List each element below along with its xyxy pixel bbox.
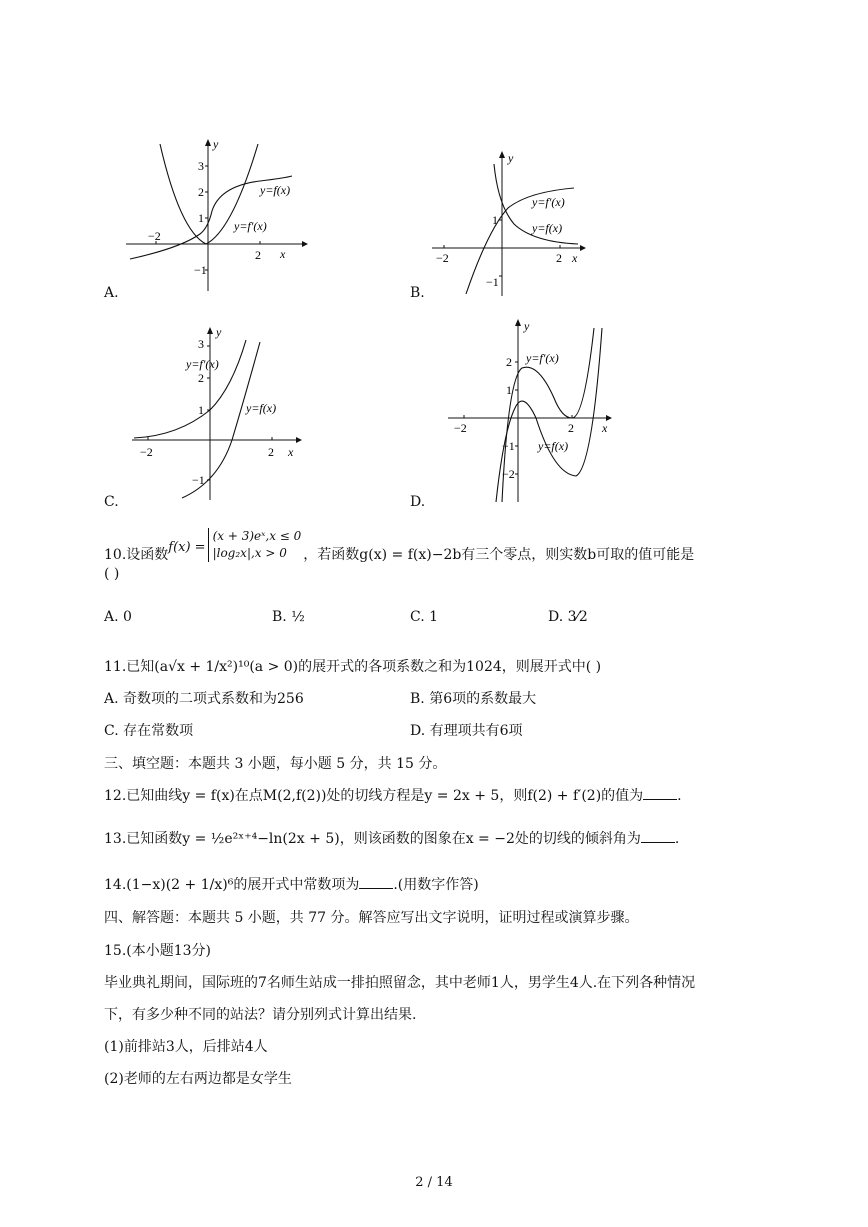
q12-text: 12.已知曲线y = f(x)在点M(2,f(2))处的切线方程是y = 2x + 5，则f(2) + f′(2)的值为 [104, 788, 644, 804]
tick-x-2: 2 [556, 251, 562, 265]
q13-text: 13.已知函数y = ½e²ˣ⁺⁴−ln(2x + 5)，则该函数的图象在x = −2处的切线的倾斜角为 [104, 831, 641, 847]
tick-y-neg1: −1 [502, 439, 515, 453]
q11-option-a: A. 奇数项的二项式系数和为256 [104, 691, 304, 707]
tick-y-2: 2 [198, 185, 204, 199]
q14-end: .(用数字作答) [393, 877, 479, 893]
curve-label-1: y=f′(x) [186, 357, 219, 371]
page-number: 2 / 14 [415, 1175, 453, 1190]
q11-option-c: C. 存在常数项 [104, 723, 194, 739]
tick-y-3: 3 [198, 337, 204, 351]
q10-option-c: C. 1 [410, 609, 439, 625]
axis-y-label: y [524, 319, 530, 333]
q13-stem [104, 828, 679, 848]
tick-x-neg2: −2 [454, 421, 467, 435]
option-a-graph: A. [104, 285, 119, 301]
graph-a [120, 136, 310, 296]
tick-x-neg2: −2 [140, 445, 153, 459]
tick-x-neg2: −2 [148, 229, 161, 243]
q12-end: . [677, 788, 682, 804]
tick-y-neg1: −1 [486, 275, 499, 289]
tick-y-1: 1 [198, 211, 204, 225]
axis-y-label: y [213, 137, 219, 151]
q10-case2: |log₂x|,x > 0 [212, 546, 287, 560]
q13-blank [641, 830, 675, 843]
q11-option-b: B. 第6项的系数最大 [410, 691, 537, 707]
tick-y-2: 2 [506, 355, 512, 369]
curve-label-2: y=f(x) [246, 401, 277, 415]
axis-x-label: x [280, 247, 286, 261]
q10-option-a: A. 0 [104, 609, 132, 625]
graph-b [428, 150, 588, 300]
q15-sub1: (1)前排站3人，后排站4人 [104, 1039, 268, 1055]
tick-y-1: 1 [492, 213, 498, 227]
q10-paren: ( ) [104, 566, 120, 582]
graph-c [128, 322, 308, 502]
option-b-graph: B. [410, 285, 425, 301]
q15-line1: 毕业典礼期间，国际班的7名师生站成一排拍照留念，其中老师1人，男学生4人.在下列各种情况 [104, 975, 696, 991]
axis-x-label: x [572, 251, 578, 265]
q14-text: 14.(1−x)(2 + 1/x)⁶的展开式中常数项为 [104, 877, 360, 893]
q13-end: . [674, 831, 680, 847]
q11-option-d: D. 有理项共有6项 [410, 723, 523, 739]
tick-x-2: 2 [255, 248, 261, 262]
tick-y-2: 2 [198, 371, 204, 385]
axis-y-label: y [508, 151, 514, 165]
tick-x-neg2: −2 [436, 251, 449, 265]
curve-label-2: y=f′(x) [234, 219, 267, 233]
q14-blank [359, 876, 393, 889]
tick-x-2: 2 [568, 421, 574, 435]
tick-y-neg2: −2 [502, 467, 515, 481]
q10-option-d: D. 3⁄2 [548, 609, 588, 625]
curve-label-1: y=f(x) [260, 183, 291, 197]
tick-y-1: 1 [198, 403, 204, 417]
tick-y-neg1: −1 [192, 473, 205, 487]
tick-y-3: 3 [198, 159, 204, 173]
graph-d [446, 318, 616, 504]
q14-stem [104, 874, 479, 894]
q15-sub2: (2)老师的左右两边都是女学生 [104, 1071, 292, 1087]
q11-stem: 11.已知(a√x + 1/x²)¹⁰(a > 0)的展开式的各项系数之和为1024，则展开式中( ) [104, 659, 602, 675]
q10-option-b: B. ½ [272, 609, 305, 625]
curve-label-1: y=f′(x) [532, 195, 565, 209]
tick-x-2: 2 [268, 445, 274, 459]
q10-middle: ，若函数g(x) = f(x)−2b有三个零点，则实数b可取的值可能是 [303, 547, 695, 563]
q15-header: 15.(本小题13分) [104, 943, 212, 959]
q12-blank [643, 787, 677, 800]
q10-prefix: 10.设函数 [104, 547, 169, 563]
q12-stem [104, 785, 682, 805]
axis-y-label: y [216, 325, 222, 339]
tick-y-neg1: −1 [194, 263, 207, 277]
curve-label-1: y=f′(x) [526, 351, 559, 365]
curve-label-2: y=f(x) [532, 221, 563, 235]
section-3-heading: 三、填空题：本题共 3 小题，每小题 5 分，共 15 分。 [104, 756, 447, 772]
axis-x-label: x [602, 421, 608, 435]
option-d-graph: D. [410, 494, 426, 510]
q10-stem [104, 529, 695, 572]
curve-label-2: y=f(x) [538, 439, 569, 453]
q15-line2: 下，有多少种不同的站法？请分别列式计算出结果. [104, 1007, 417, 1023]
option-c-graph: C. [104, 494, 119, 510]
section-4-heading: 四、解答题：本题共 5 小题，共 77 分。解答应写出文字说明，证明过程或演算步骤。 [104, 910, 639, 926]
tick-y-1: 1 [506, 383, 512, 397]
q10-case1: (x + 3)eˣ,x ≤ 0 [212, 529, 302, 543]
axis-x-label: x [288, 445, 294, 459]
q10-fx: f(x) = [168, 540, 206, 555]
